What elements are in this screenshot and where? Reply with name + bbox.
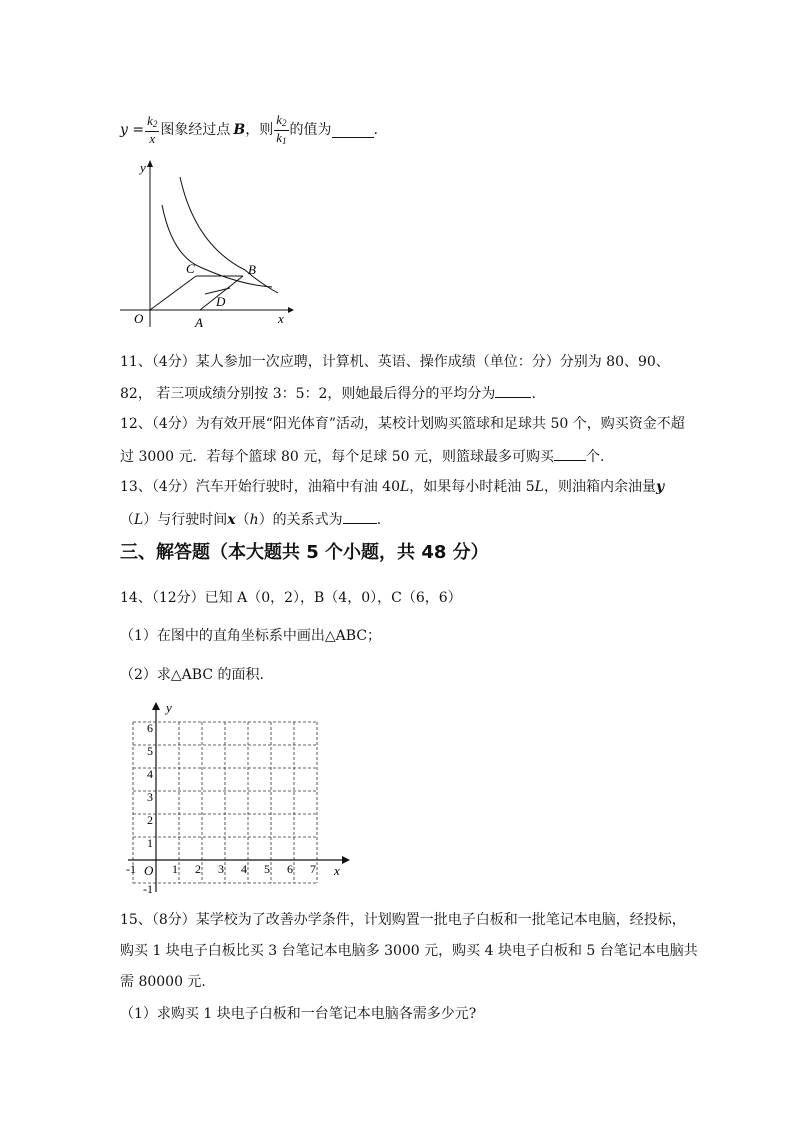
- q15-line2: 购买 1 块电子白板比买 3 台笔记本电脑多 3000 元，购买 4 块电子白板和 5 台笔记本电脑共: [120, 943, 698, 959]
- q10-period: .: [373, 122, 378, 138]
- grid-x-tick: 7: [310, 862, 316, 876]
- grid-tick-labels: [126, 721, 316, 896]
- q13-line1: 13、（4分）汽车开始行驶时，油箱中有油 40L，如果每小时耗油 5L，则油箱内余油量y: [120, 479, 665, 495]
- q11-line2: 82， 若三项成绩分别按 3：5：2，则她最后得分的平均分为 .: [120, 383, 536, 404]
- q15-line1: 15、（8分）某学校为了改善办学条件，计划购置一批电子白板和一批笔记本电脑，经投标，: [120, 912, 686, 928]
- fig1-label-o: O: [134, 311, 144, 326]
- grid-label-x: x: [334, 863, 340, 878]
- fig1-label-b: B: [248, 262, 256, 277]
- q10-answer-blank[interactable]: [332, 123, 374, 138]
- grid-x-tick: -1: [126, 862, 136, 876]
- q10-text-then: ，则: [245, 122, 274, 138]
- grid-x-tick: 4: [241, 862, 247, 876]
- grid-y-tick: 2: [147, 813, 153, 827]
- grid-y-tick: 4: [147, 767, 153, 781]
- fig1-label-c: C: [186, 261, 195, 276]
- q14-part2: （2）求△ABC 的面积.: [120, 667, 264, 683]
- fig1-label-x: x: [278, 311, 284, 326]
- q14-stem: 14、（12分）已知 A（0，2），B（4，0），C（6，6）: [120, 590, 462, 606]
- q11-line1: 11、（4分）某人参加一次应聘，计算机、英语、操作成绩（单位：分）分别为 80、90、: [120, 354, 670, 370]
- q10-fraction-k2-over-x: $\frac{k_2}{x}$: [147, 113, 158, 146]
- q12-line2: 过 3000 元．若每个篮球 80 元，每个足球 50 元，则篮球最多可购买 个.: [120, 446, 604, 467]
- fig1-x-arrow: [288, 307, 294, 313]
- q10-line: [120, 112, 378, 148]
- grid-y-tick: 6: [147, 721, 153, 735]
- grid-x-arrow: [342, 856, 350, 864]
- q10-fraction-k2-over-k1: $\frac{k_2}{k_1}$: [276, 111, 287, 146]
- fig1-segment-oc: [150, 276, 196, 310]
- grid-x-tick: 3: [218, 862, 224, 876]
- q13-answer-blank[interactable]: [343, 509, 377, 524]
- grid-x-tick: 5: [264, 862, 270, 876]
- grid-y-tick: 3: [147, 790, 153, 804]
- grid-label-y: y: [166, 700, 172, 715]
- q12-answer-blank[interactable]: [554, 446, 586, 461]
- grid-y-tick: -1: [143, 882, 153, 896]
- q13-line2: （L）与行驶时间x（h）的关系式为 .: [120, 509, 381, 530]
- q15-line3: 需 80000 元.: [120, 974, 206, 990]
- grid-lines: [133, 722, 317, 883]
- coordinate-grid[interactable]: [110, 700, 360, 900]
- fig1-y-arrow: [147, 160, 153, 167]
- q10-point-b: B: [233, 122, 246, 138]
- grid-x-tick: 6: [287, 862, 293, 876]
- hyperbola-figure: [110, 155, 300, 335]
- grid-x-tick: 1: [172, 862, 178, 876]
- section-3-heading: 三、解答题（本大题共 5 个小题，共 48 分）: [120, 542, 489, 563]
- grid-y-tick: 1: [147, 836, 153, 850]
- grid-x-tick: 2: [195, 862, 201, 876]
- q10-lhs: y =: [120, 122, 145, 138]
- q10-text-end: 的值为: [289, 122, 332, 138]
- q14-part1: （1）在图中的直角坐标系中画出△ABC；: [120, 628, 382, 644]
- q15-part1: （1）求购买 1 块电子白板和一台笔记本电脑各需多少元?: [120, 1006, 477, 1022]
- grid-label-origin: O: [144, 863, 154, 878]
- q11-answer-blank[interactable]: [495, 383, 531, 398]
- fig1-label-d: D: [216, 294, 226, 309]
- fig1-label-y: y: [140, 160, 146, 175]
- grid-y-tick: 5: [147, 744, 153, 758]
- q12-line1: 12、（4分）为有效开展“阳光体育”活动，某校计划购买篮球和足球共 50 个，购买资金不超: [120, 416, 685, 432]
- grid-y-arrow: [152, 702, 160, 710]
- q10-text-mid: 图象经过点: [160, 122, 231, 138]
- fig1-label-a: A: [195, 315, 203, 330]
